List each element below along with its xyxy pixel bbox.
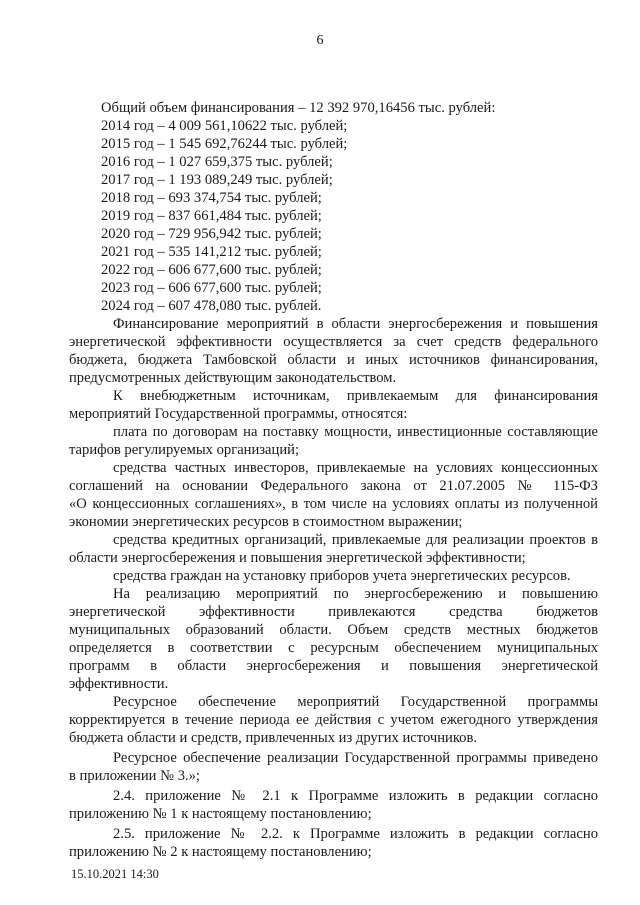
text-line: 2017 год – 1 193 089,249 тыс. рублей;: [101, 172, 333, 188]
text-line: 2014 год – 4 009 561,10622 тыс. рублей;: [101, 118, 348, 134]
text-line: приложению № 1 к настоящему постановлению;: [69, 806, 372, 822]
text-line: Общий объем финансирования – 12 392 970,16456 тыс. рублей:: [101, 100, 496, 116]
text-line: 2.4. приложение № 2.1 к Программе изложить в редакции согласно: [113, 788, 598, 804]
text-line: энергетической эффективности осуществляется за счет средств федерального: [69, 334, 598, 350]
text-line: 2.5. приложение № 2.2. к Программе изложить в редакции согласно: [113, 826, 598, 842]
text-line: 2018 год – 693 374,754 тыс. рублей;: [101, 190, 322, 206]
text-line: Финансирование мероприятий в области энергосбережения и повышения: [113, 316, 598, 332]
text-line: соглашений на основании Федерального закона от 21.07.2005 № 115-ФЗ: [69, 478, 598, 494]
footer-timestamp: 15.10.2021 14:30: [71, 867, 159, 881]
text-line: 2022 год – 606 677,600 тыс. рублей;: [101, 262, 322, 278]
text-line: К внебюджетным источникам, привлекаемым для финансирования: [113, 388, 598, 404]
text-line: области энергосбережения и повышения энергетической эффективности;: [69, 550, 526, 566]
text-line: бюджета области и средств, привлеченных из других источников.: [69, 730, 478, 746]
text-line: программ в области энергосбережения и повышения энергетической: [69, 658, 598, 674]
text-line: определяется в соответствии с ресурсным обеспечением муниципальных: [69, 640, 598, 656]
text-line: 2023 год – 606 677,600 тыс. рублей;: [101, 280, 322, 296]
text-line: «О концессионных соглашениях», в том числе на условиях оплаты из полученной: [69, 496, 598, 512]
text-line: мероприятий Государственной программы, относятся:: [69, 406, 408, 422]
text-line: Ресурсное обеспечение мероприятий Государственной программы: [113, 694, 598, 710]
page-number: 6: [316, 33, 324, 48]
text-line: На реализацию мероприятий по энергосбережению и повышению: [113, 586, 598, 602]
text-line: средства кредитных организаций, привлекаемые для реализации проектов в: [113, 532, 598, 548]
text-line: 2024 год – 607 478,080 тыс. рублей.: [101, 298, 322, 314]
text-line: плата по договорам на поставку мощности, инвестиционные составляющие: [113, 424, 598, 440]
text-line: 2016 год – 1 027 659,375 тыс. рублей;: [101, 154, 333, 170]
text-line: приложению № 2 к настоящему постановлению;: [69, 844, 372, 860]
text-line: бюджета, бюджета Тамбовской области и иных источников финансирования,: [69, 352, 598, 368]
text-line: средства граждан на установку приборов учета энергетических ресурсов.: [113, 568, 571, 584]
text-line: эффективности.: [69, 676, 169, 692]
text-line: предусмотренных действующим законодательством.: [69, 370, 397, 386]
text-line: 2020 год – 729 956,942 тыс. рублей;: [101, 226, 322, 242]
text-line: муниципальных образований области. Объем средств местных бюджетов: [69, 622, 598, 638]
text-line: энергетической эффективности привлекаются средства бюджетов: [69, 604, 598, 620]
text-line: средства частных инвесторов, привлекаемые на условиях концессионных: [113, 460, 598, 476]
text-line: в приложении № 3.»;: [69, 768, 200, 784]
text-line: тарифов регулируемых организаций;: [69, 442, 300, 458]
text-line: 2019 год – 837 661,484 тыс. рублей;: [101, 208, 322, 224]
text-line: 2015 год – 1 545 692,76244 тыс. рублей;: [101, 136, 348, 152]
text-line: Ресурсное обеспечение реализации Государственной программы приведено: [113, 750, 598, 766]
text-line: экономии энергетических ресурсов в стоимостном выражении;: [69, 514, 463, 530]
text-line: 2021 год – 535 141,212 тыс. рублей;: [101, 244, 322, 260]
text-line: корректируется в течение периода ее действия с учетом ежегодного утверждения: [69, 712, 598, 728]
